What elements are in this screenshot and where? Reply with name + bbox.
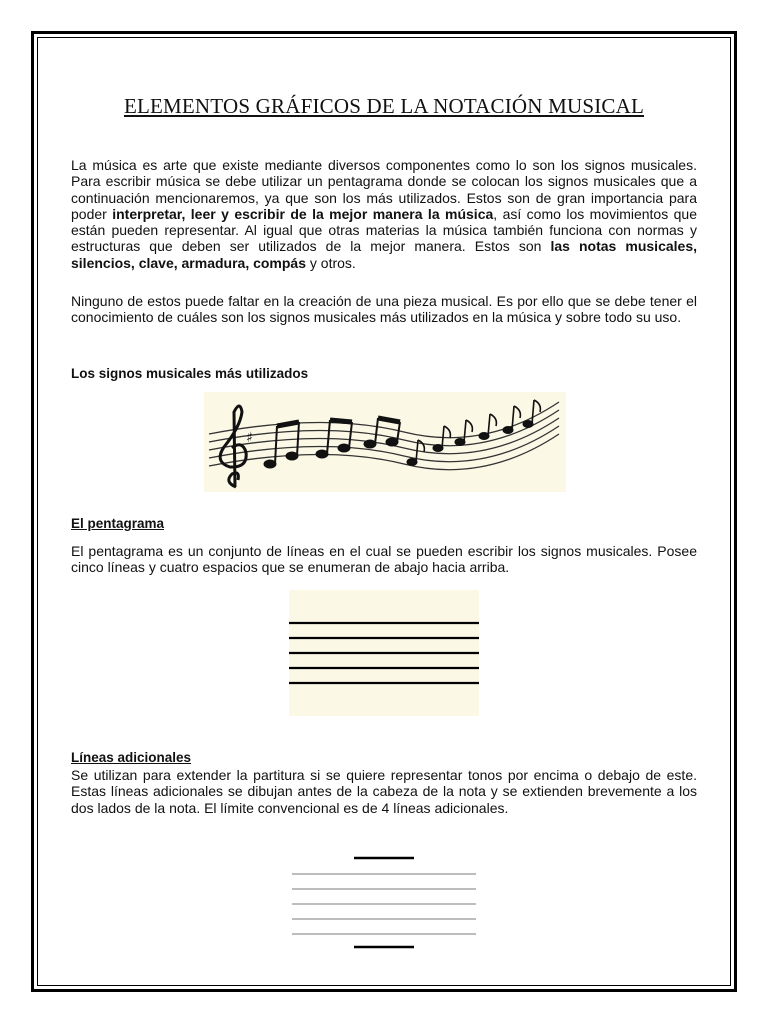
pentagrama-heading: El pentagrama [71, 516, 165, 531]
ledger-lines-image [292, 852, 476, 952]
intro-text-1: La música es arte que existe mediante diversos componentes como lo son los signos musicales. Para escribir música se debe utilizar un pentagrama donde se colocan los signos musicales que a continuación mencionaremos, ya que son los más utilizados. Estos son de gran importancia para poder [71, 157, 697, 222]
lineas-heading: Líneas adicionales [71, 750, 192, 765]
signos-heading: Los signos musicales más utilizados [71, 366, 309, 381]
intro-paragraph-2: Ninguno de estos puede faltar en la creación de una pieza musical. Es por ello que se debe tener el conocimiento de cuáles son los signos musicales más utilizados en la música y sobre todo su uso. [71, 293, 697, 326]
music-notes-image [204, 392, 566, 492]
svg-text:♯: ♯ [246, 430, 253, 446]
intro-paragraph [71, 157, 697, 271]
intro-bold-1: interpretar, leer y escribir de la mejor manera la música [112, 205, 494, 222]
staff-image [289, 590, 479, 716]
lineas-text: Se utilizan para extender la partitura si se quiere representar tonos por encima o debajo de este. Estas líneas adicionales se dibujan antes de la cabeza de la nota y se extienden brevemente a los dos lados de la nota. El límite convencional es de 4 líneas adicionales. [71, 767, 697, 816]
page-title: ELEMENTOS GRÁFICOS DE LA NOTACIÓN MUSICAL [123, 94, 645, 118]
intro-text-2: , así como los movimientos que están pueden representar. Al igual que otras materias la música también funciona con normas y estructuras que deben ser utilizados de la mejor manera. Estos son [71, 205, 697, 255]
intro-bold-2: las notas musicales, silencios, clave, armadura, compás [71, 238, 697, 271]
pentagrama-text: El pentagrama es un conjunto de líneas en el cual se pueden escribir los signos musicales. Posee cinco líneas y cuatro espacios que se enumeran de abajo hacia arriba. [71, 543, 697, 576]
intro-text-3: y otros. [306, 254, 356, 271]
